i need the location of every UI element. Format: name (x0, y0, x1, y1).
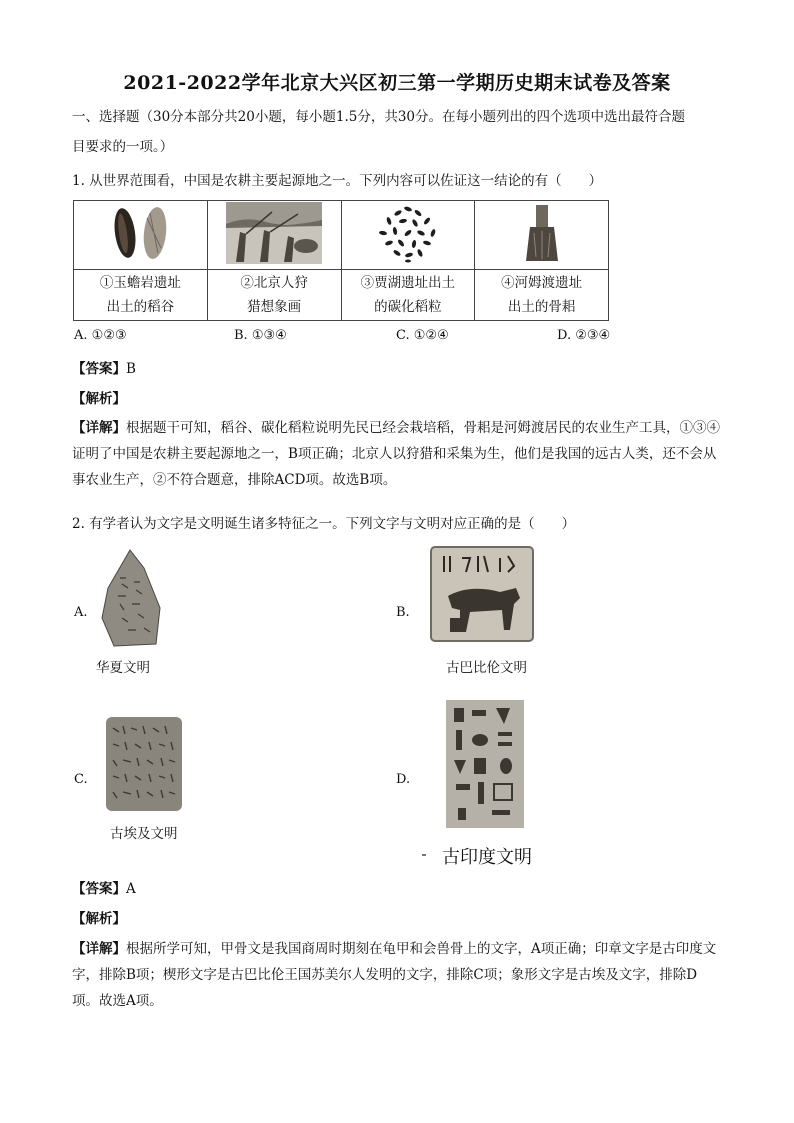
q1-option-a: A. ①②③ (74, 328, 127, 343)
q2-stem: 2. 有学者认为文字是文明诞生诸多特征之一。下列文字与文明对应正确的是（ ） (72, 516, 576, 532)
q2-detail: 【详解】根据所学可知，甲骨文是我国商周时期刻在龟甲和会兽骨上的文字，A项正确；印章文字是古印度文字，排除B项；楔形文字是古巴比伦王国苏美尔人发明的文字，排除C项；象形文字是古埃及文字，排除D项。故选A项。 (72, 941, 717, 1009)
q1-image-table (73, 200, 609, 321)
q2-option-b-caption: 古巴比伦文明 (446, 660, 527, 676)
q1-answer: 【答案】B (72, 361, 136, 377)
q1-option-b: B. ①③④ (234, 328, 287, 343)
page-title: 2021-2022学年北京大兴区初三第一学期历史期末试卷及答案 (123, 72, 671, 94)
section-heading-line2: 目要求的一项。） (72, 139, 174, 155)
carbonized-rice-image (341, 201, 475, 270)
q1-option-c: C. ①②④ (396, 328, 449, 343)
hunting-painting-image (207, 201, 341, 270)
q1-option-d: D. ②③④ (557, 328, 611, 343)
q1-stem: 1. 从世界范围看，中国是农耕主要起源地之一。下列内容可以佐证这一结论的有（ ） (72, 173, 603, 189)
q2-answer: 【答案】A (72, 881, 136, 897)
q2-option-b-letter: B. (396, 605, 410, 620)
q1-cell-4-caption: ④河姆渡遗址 出土的骨耜 (475, 270, 609, 321)
q1-cell-1-caption: ①玉蟾岩遗址 出土的稻谷 (74, 270, 208, 321)
section-heading-line1: 一、选择题（30分本部分共20小题，每小题1.5分，共30分。在每小题列出的四个选项中选出最符合题 (72, 109, 686, 125)
q2-option-c-letter: C. (74, 772, 88, 787)
q2-option-d-caption: 古印度文明 (442, 847, 532, 868)
indus-seal-image (430, 546, 534, 646)
cuneiform-tablet-image (105, 716, 183, 816)
bone-spade-image (475, 201, 609, 270)
q1-detail: 【详解】根据题干可知，稻谷、碳化稻粒说明先民已经会栽培稻，骨耜是河姆渡居民的农业生产工具，①③④证明了中国是农耕主要起源地之一，B项正确；北京人以狩猎和采集为生，他们是我国的远古人类，还不会从事农业生产，②不符合题意，排除ACD项。故选B项。 (72, 420, 720, 488)
q2-option-a-letter: A. (74, 605, 88, 620)
rice-grain-image (74, 201, 208, 270)
oracle-bone-image (100, 548, 164, 652)
q2-analysis-label: 【解析】 (72, 911, 126, 927)
q2-option-a-caption: 华夏文明 (96, 660, 150, 676)
q1-analysis-label: 【解析】 (72, 391, 126, 407)
stray-mark (422, 854, 426, 856)
q1-cell-3-caption: ③贾湖遗址出土 的碳化稻粒 (341, 270, 475, 321)
q1-cell-2-caption: ②北京人狩 猎想象画 (207, 270, 341, 321)
q2-option-d-letter: D. (396, 772, 411, 787)
hieroglyph-stele-image (446, 700, 524, 832)
q2-option-c-caption: 古埃及文明 (110, 826, 178, 842)
